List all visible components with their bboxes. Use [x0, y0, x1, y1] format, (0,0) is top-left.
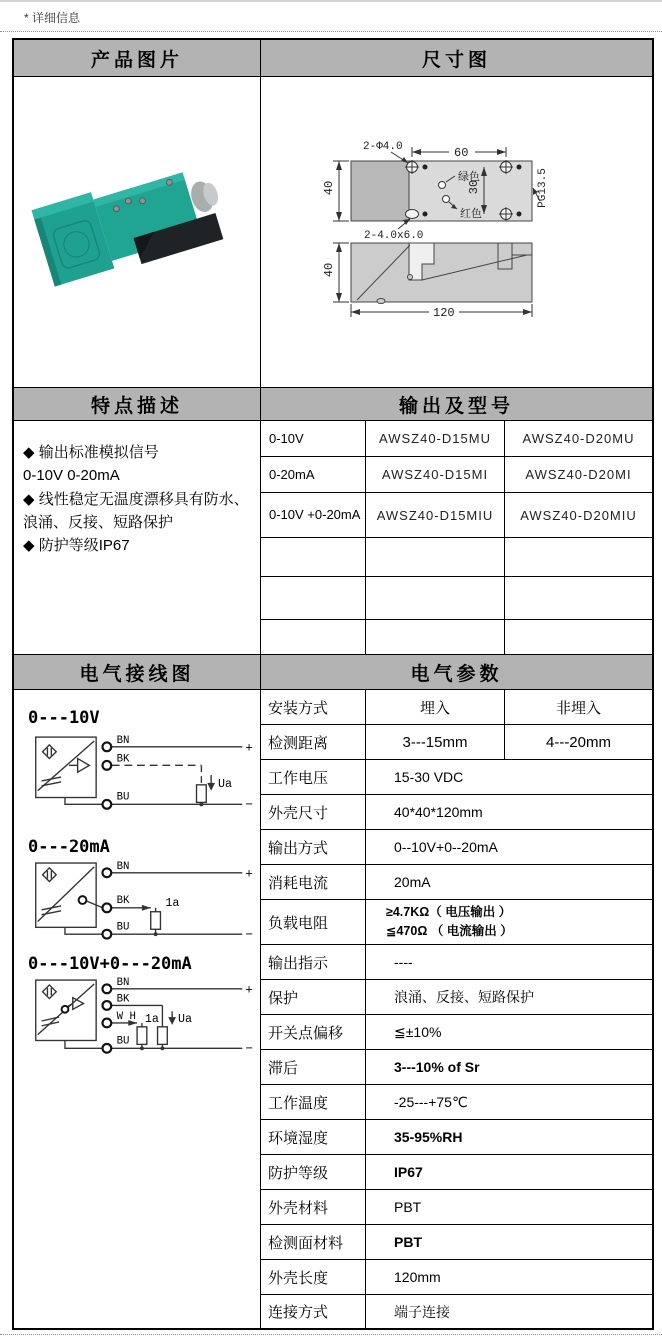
param-row: [261, 1015, 652, 1050]
param-value: 3---15mm: [366, 725, 505, 759]
junction-dot: [160, 1046, 164, 1050]
param-label: 安装方式: [261, 690, 366, 724]
param-label: 输出方式: [261, 830, 366, 864]
dim-60: 60: [454, 146, 469, 160]
model-output: 0-20mA: [261, 457, 366, 492]
wiring-diagram-current: [26, 859, 254, 945]
param-label: 保护: [261, 980, 366, 1014]
wiring-title-voltage: 0---10V: [28, 708, 100, 728]
model-row-empty: [261, 576, 652, 619]
label-load-ua: Ua: [217, 776, 232, 791]
wiring-cell: [14, 690, 261, 1328]
arrow-down: [207, 783, 215, 791]
param-label: 工作电压: [261, 760, 366, 794]
param-label: 外壳长度: [261, 1260, 366, 1294]
param-value: 3---10% of Sr: [394, 1059, 480, 1075]
feature-line: ◆ 输出标准模拟信号: [23, 444, 159, 461]
model-output: 0-10V: [261, 421, 366, 456]
sensor-symbol: [43, 868, 57, 882]
param-row: [261, 1085, 652, 1120]
empty-cell: [505, 577, 652, 619]
terminal-wh: [102, 1019, 111, 1028]
header-product-image: 产品图片: [14, 40, 261, 76]
empty-cell: [366, 577, 505, 619]
label-bn: BN: [116, 860, 130, 873]
param-row: [261, 1190, 652, 1225]
model-number: AWSZ40-D15MIU: [366, 493, 505, 537]
models-table: [261, 421, 652, 654]
load-resistor: [197, 785, 207, 803]
top-view-head: [351, 161, 409, 221]
param-value: 非埋入: [555, 699, 601, 717]
param-value: 120mm: [394, 1269, 441, 1285]
label-bk: BK: [116, 753, 130, 766]
param-row: [261, 795, 652, 830]
param-row: [261, 1120, 652, 1155]
label-minus: −: [245, 797, 253, 813]
product-photo: [30, 143, 244, 329]
param-label: 检测面材料: [261, 1225, 366, 1259]
terminal-bu: [102, 800, 111, 809]
terminal-bn: [102, 868, 111, 877]
param-value: 4---20mm: [545, 733, 611, 751]
param-value: PBT: [394, 1234, 422, 1250]
load-resistance-line1: ≥4.7KΩ（ 电压输出 ）: [386, 905, 512, 920]
models-cell: [261, 421, 652, 654]
header-electrical-params: 电气参数: [261, 655, 652, 689]
param-row: [261, 1295, 652, 1328]
terminal-bk: [102, 1001, 111, 1010]
model-row-empty: [261, 537, 652, 576]
model-number: AWSZ40-D20MIU: [520, 507, 637, 523]
dim-40-top: 40: [322, 180, 336, 196]
param-value: 15-30 VDC: [394, 769, 464, 785]
load-resistor-ua: [158, 1027, 168, 1045]
param-label: 负载电阻: [261, 900, 366, 944]
wiring-title-current: 0---20mA: [28, 837, 110, 857]
param-label: 消耗电流: [261, 865, 366, 899]
label-bu: BU: [116, 921, 130, 934]
param-value: 埋入: [366, 690, 505, 724]
amplifier-symbol: [73, 998, 84, 1010]
empty-cell: [505, 620, 652, 654]
label-bn: BN: [116, 734, 130, 747]
empty-cell: [505, 538, 652, 576]
wiring-title-dual: 0---10V+0---20mA: [28, 954, 192, 974]
model-row: [261, 421, 652, 456]
dim-120: 120: [433, 306, 455, 320]
param-row: [261, 900, 652, 945]
inner-terminal: [62, 1006, 69, 1013]
junction-dot: [154, 932, 158, 936]
load-resistance-line2: ≦470Ω （ 电流输出 ）: [386, 924, 513, 938]
param-label: 开关点偏移: [261, 1015, 366, 1049]
junction-dot: [140, 1046, 144, 1050]
label-load-1a: 1a: [165, 895, 180, 910]
header-wiring-diagram: 电气接线图: [14, 655, 261, 689]
empty-cell: [366, 538, 505, 576]
load-resistor-1a: [137, 1027, 147, 1045]
feature-line: ◆ 线性稳定无温度漂移具有防水、浪涌、反接、短路保护: [23, 490, 249, 531]
empty-cell: [261, 538, 366, 576]
param-row: [261, 945, 652, 980]
param-row: [261, 760, 652, 795]
model-number: AWSZ40-D15MU: [366, 421, 505, 456]
label-minus: −: [245, 927, 253, 943]
params-table: [261, 690, 652, 1328]
model-row: [261, 492, 652, 537]
dim-30: 30: [467, 179, 481, 195]
dimension-drawing-cell: [261, 77, 652, 387]
param-row: [261, 830, 652, 865]
arrow-down: [168, 1017, 176, 1025]
param-value: 20mA: [394, 874, 431, 890]
feature-line: 0-10V 0-20mA: [23, 467, 120, 485]
param-label: 工作温度: [261, 1085, 366, 1119]
model-number: AWSZ40-D15MI: [366, 457, 505, 492]
header-output-models: 输出及型号: [261, 388, 652, 420]
label-bk: BK: [116, 993, 130, 1006]
label-minus: −: [245, 1041, 253, 1057]
red-led-label: 红色: [460, 209, 482, 221]
param-value: -25---+75℃: [394, 1093, 468, 1110]
dimension-drawing: [261, 77, 647, 387]
param-value: IP67: [394, 1164, 423, 1180]
arrow: [351, 309, 360, 315]
side-view-body: [351, 243, 532, 302]
terminal-bn: [102, 742, 111, 751]
param-row: [261, 690, 652, 725]
param-label: 外壳材料: [261, 1190, 366, 1224]
arrow: [497, 149, 506, 155]
param-row: [261, 865, 652, 900]
model-number: AWSZ40-D20MU: [522, 431, 635, 446]
green-led: [439, 182, 446, 189]
label-load-1a: 1a: [144, 1011, 159, 1026]
green-led-label: 绿色: [458, 172, 480, 184]
dotted-separator-top: [0, 31, 662, 32]
label-bu: BU: [116, 1035, 130, 1048]
terminal-bu: [102, 930, 111, 939]
top-divider: [0, 0, 662, 2]
label-plus: +: [245, 866, 253, 882]
param-value: ≦±10%: [394, 1023, 442, 1040]
page-note: * 详细信息: [24, 11, 81, 25]
arrow: [336, 161, 342, 170]
params-cell: [261, 690, 652, 1328]
header-features: 特点描述: [14, 388, 261, 420]
label-bn: BN: [116, 976, 130, 989]
label-plus: +: [245, 740, 253, 756]
param-label: 环境湿度: [261, 1120, 366, 1154]
param-value: [366, 900, 652, 944]
param-label: 外壳尺寸: [261, 795, 366, 829]
empty-cell: [261, 577, 366, 619]
param-row: [261, 1225, 652, 1260]
sensor-symbol: [43, 745, 57, 759]
dotted-separator-bottom: [0, 1334, 662, 1335]
label-bk: BK: [116, 894, 130, 907]
param-row: [261, 1050, 652, 1085]
param-row: [261, 1260, 652, 1295]
param-row: [261, 725, 652, 760]
arrow: [523, 309, 532, 315]
param-label: 连接方式: [261, 1295, 366, 1328]
terminal-bn: [102, 984, 111, 993]
empty-cell: [261, 620, 366, 654]
red-led: [443, 196, 450, 203]
param-value: 0--10V+0--20mA: [394, 839, 498, 855]
side-bottom-notch: [377, 299, 385, 304]
slots-label: 2-4.0x6.0: [364, 230, 424, 242]
load-resistor: [151, 912, 161, 930]
arrow: [336, 212, 342, 221]
param-value: PBT: [394, 1199, 422, 1215]
feature-line: ◆ 防护等级IP67: [23, 537, 130, 554]
param-value: 浪涌、反接、短路保护: [394, 989, 534, 1005]
param-label: 检测距离: [261, 725, 366, 759]
header-dimension-drawing: 尺寸图: [261, 40, 652, 76]
wiring-diagram-voltage: [26, 730, 254, 828]
product-image-cell: [14, 77, 261, 387]
arrow-right: [142, 905, 151, 911]
terminal-bk: [102, 903, 111, 912]
model-output: 0-10V +0-20mA: [261, 493, 366, 537]
param-label: 输出指示: [261, 945, 366, 979]
label-wh: W H: [116, 1011, 136, 1024]
param-label: 滞后: [261, 1050, 366, 1084]
param-label: 防护等级: [261, 1155, 366, 1189]
terminal-bk: [102, 761, 111, 770]
model-number: AWSZ40-D20MI: [525, 467, 632, 482]
features-cell: [14, 421, 261, 654]
terminal-bu: [102, 1044, 111, 1053]
dim-40-side: 40: [322, 262, 336, 278]
arrow: [336, 243, 342, 252]
gland-label: PG13.5: [537, 168, 549, 208]
arrow: [336, 293, 342, 302]
model-row: [261, 456, 652, 492]
label-load-ua: Ua: [178, 1011, 193, 1026]
arrow: [412, 149, 421, 155]
model-row-empty: [261, 619, 652, 654]
param-value: 35-95%RH: [394, 1129, 463, 1145]
param-value: 端子连接: [394, 1303, 450, 1320]
param-value: 40*40*120mm: [394, 804, 483, 820]
wiring-diagram-dual: [26, 976, 254, 1066]
spec-table: [12, 38, 654, 1330]
holes-label: 2-Φ4.0: [363, 141, 403, 153]
param-row: [261, 980, 652, 1015]
sensor-symbol: [43, 985, 57, 999]
param-value: ----: [394, 954, 413, 970]
junction-dot: [199, 802, 203, 806]
label-plus: +: [245, 982, 253, 998]
side-pin: [408, 275, 413, 280]
param-row: [261, 1155, 652, 1190]
empty-cell: [366, 620, 505, 654]
inner-terminal: [79, 896, 87, 904]
label-bu: BU: [116, 791, 130, 804]
amplifier-symbol: [78, 759, 90, 773]
